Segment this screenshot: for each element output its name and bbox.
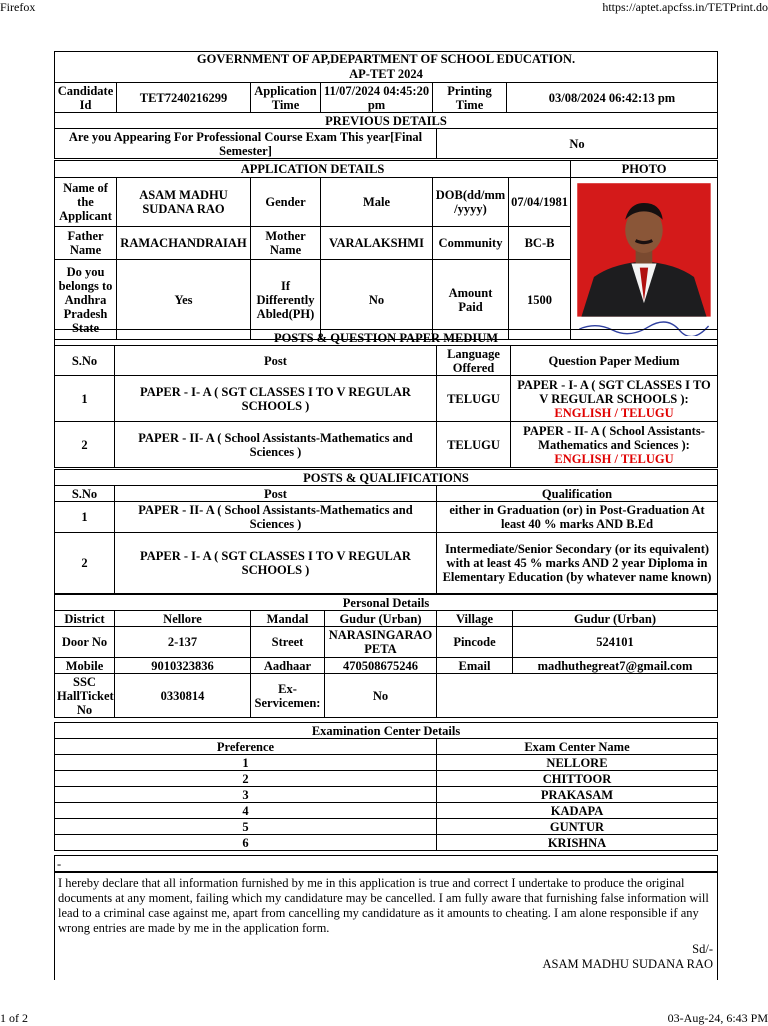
row-preference: 3 (55, 787, 437, 803)
pincode-label: Pincode (437, 627, 513, 658)
email-label: Email (437, 658, 513, 674)
row-medium (511, 376, 718, 422)
col-post: Post (115, 486, 437, 502)
table-row (55, 819, 718, 835)
row-center: GUNTUR (437, 819, 718, 835)
row-post: PAPER - I- A ( SGT CLASSES I TO V REGULAR SCHOOLS ) (115, 533, 437, 594)
personal-details-heading: Personal Details (55, 595, 718, 611)
printing-time: 03/08/2024 06:42:13 pm (507, 83, 718, 113)
row-center: NELLORE (437, 755, 718, 771)
page-number: 1 of 2 (0, 1011, 28, 1025)
ex-servicemen-label: Ex-Servicemen: (251, 674, 325, 718)
street: NARASINGARAO PETA (325, 627, 437, 658)
header-table (54, 51, 718, 113)
signature-block (55, 942, 713, 972)
door-no-label: Door No (55, 627, 115, 658)
previous-details-heading: PREVIOUS DETAILS (55, 113, 718, 129)
col-medium: Question Paper Medium (511, 346, 718, 376)
community: BC-B (509, 227, 571, 260)
medium-post: PAPER - I- A ( SGT CLASSES I TO V REGULAR SCHOOLS ): (517, 377, 711, 406)
row-language: TELUGU (437, 422, 511, 468)
medium-language: ENGLISH / TELUGU (554, 405, 674, 420)
photo-cell (571, 178, 718, 340)
row-preference: 6 (55, 835, 437, 851)
mandal-label: Mandal (251, 611, 325, 627)
separator: - (55, 856, 718, 872)
mother-name: VARALAKSHMI (321, 227, 433, 260)
differently-abled-label: If Differently Abled(PH) (251, 260, 321, 340)
application-time-label: Application Time (251, 83, 321, 113)
row-center: PRAKASAM (437, 787, 718, 803)
row-post: PAPER - II- A ( School Assistants-Mathematics and Sciences ) (115, 422, 437, 468)
separator-table (54, 855, 718, 872)
row-preference: 5 (55, 819, 437, 835)
table-row (55, 755, 718, 771)
page-title (55, 52, 718, 83)
applicant-name: ASAM MADHU SUDANA RAO (117, 178, 251, 227)
exam-center-heading: Examination Center Details (55, 723, 718, 739)
empty-cell (437, 674, 718, 718)
district: Nellore (115, 611, 251, 627)
mobile: 9010323836 (115, 658, 251, 674)
application-time: 11/07/2024 04:45:20 pm (321, 83, 433, 113)
candidate-id-label: Candidate Id (55, 83, 117, 113)
application-details-heading: APPLICATION DETAILS (55, 161, 571, 178)
sd-label: Sd/- (692, 942, 713, 956)
applicant-photo (571, 178, 717, 336)
col-post: Post (115, 346, 437, 376)
row-medium (511, 422, 718, 468)
table-row (55, 422, 718, 468)
table-row (55, 533, 718, 594)
col-exam-center: Exam Center Name (437, 739, 718, 755)
table-row (55, 803, 718, 819)
mandal: Gudur (Urban) (325, 611, 437, 627)
street-label: Street (251, 627, 325, 658)
pincode: 524101 (513, 627, 718, 658)
community-label: Community (433, 227, 509, 260)
row-preference: 2 (55, 771, 437, 787)
table-row (55, 771, 718, 787)
title-line-2: AP-TET 2024 (349, 67, 423, 81)
col-sno: S.No (55, 346, 115, 376)
row-center: KRISHNA (437, 835, 718, 851)
door-no: 2-137 (115, 627, 251, 658)
row-preference: 1 (55, 755, 437, 771)
table-row (55, 502, 718, 533)
father-name-label: Father Name (55, 227, 117, 260)
row-sno: 1 (55, 502, 115, 533)
row-preference: 4 (55, 803, 437, 819)
col-language: Language Offered (437, 346, 511, 376)
print-datetime: 03-Aug-24, 6:43 PM (667, 1011, 768, 1025)
gender-label: Gender (251, 178, 321, 227)
aadhaar-label: Aadhaar (251, 658, 325, 674)
declaration (54, 872, 718, 980)
email: madhuthegreat7@gmail.com (513, 658, 718, 674)
previous-details-table (54, 112, 718, 159)
col-qualification: Qualification (437, 486, 718, 502)
col-sno: S.No (55, 486, 115, 502)
exam-center-table (54, 722, 718, 851)
professional-course-answer: No (437, 129, 718, 159)
professional-course-question: Are you Appearing For Professional Course Exam This year[Final Semester] (55, 129, 437, 159)
gender: Male (321, 178, 433, 227)
browser-title: Firefox (0, 0, 36, 14)
ex-servicemen: No (325, 674, 437, 718)
row-qualification: either in Graduation (or) in Post-Graduation At least 40 % marks AND B.Ed (437, 502, 718, 533)
page-url: https://aptet.apcfss.in/TETPrint.do (602, 0, 768, 14)
row-post: PAPER - I- A ( SGT CLASSES I TO V REGULAR SCHOOLS ) (115, 376, 437, 422)
dob: 07/04/1981 (509, 178, 571, 227)
mobile-label: Mobile (55, 658, 115, 674)
differently-abled-value: No (321, 260, 433, 340)
row-center: KADAPA (437, 803, 718, 819)
declarant-name: ASAM MADHU SUDANA RAO (542, 957, 713, 971)
applicant-name-label: Name of the Applicant (55, 178, 117, 227)
candidate-id: TET7240216299 (117, 83, 251, 113)
posts-qualifications-heading: POSTS & QUALIFICATIONS (55, 470, 718, 486)
dob-label: DOB(dd/mm /yyyy) (433, 178, 509, 227)
table-row (55, 787, 718, 803)
andhra-pradesh-label: Do you belongs to Andhra Pradesh State (55, 260, 117, 340)
application-details-table (54, 160, 718, 340)
personal-details-table (54, 594, 718, 718)
medium-language: ENGLISH / TELUGU (554, 451, 674, 466)
printing-time-label: Printing Time (433, 83, 507, 113)
medium-post: PAPER - II- A ( School Assistants-Mathematics and Sciences ): (523, 423, 705, 452)
father-name: RAMACHANDRAIAH (117, 227, 251, 260)
ssc-hallticket: 0330814 (115, 674, 251, 718)
declaration-text: I hereby declare that all information furnished by me in this application is true and correct I undertake to produce the original documents at any moment, failing which my candidature may be cancelled. I am fully aware that furnishing false information will lead to a criminal case against me, apart from cancelling my candidature as it amounts to cheating. I am alone responsible if any wrong entries are made by me in the application form. (58, 876, 709, 935)
title-line-1: GOVERNMENT OF AP,DEPARTMENT OF SCHOOL EDUCATION. (196, 52, 576, 66)
row-sno: 2 (55, 533, 115, 594)
row-post: PAPER - II- A ( School Assistants-Mathematics and Sciences ) (115, 502, 437, 533)
posts-medium-heading: POSTS & QUESTION PAPER MEDIUM (55, 330, 718, 346)
mother-name-label: Mother Name (251, 227, 321, 260)
ssc-hallticket-label: SSC HallTicket No (55, 674, 115, 718)
col-preference: Preference (55, 739, 437, 755)
andhra-pradesh-value: Yes (117, 260, 251, 340)
row-language: TELUGU (437, 376, 511, 422)
amount-paid-label: Amount Paid (433, 260, 509, 340)
row-sno: 2 (55, 422, 115, 468)
row-qualification: Intermediate/Senior Secondary (or its equivalent) with at least 45 % marks AND 2 year Diploma in Elementary Education (by whatever name known) (437, 533, 718, 594)
row-sno: 1 (55, 376, 115, 422)
amount-paid: 1500 (509, 260, 571, 340)
aadhaar: 470508675246 (325, 658, 437, 674)
village: Gudur (Urban) (513, 611, 718, 627)
photo-heading: PHOTO (571, 161, 718, 178)
district-label: District (55, 611, 115, 627)
row-center: CHITTOOR (437, 771, 718, 787)
posts-medium-table (54, 329, 718, 468)
posts-qualifications-table (54, 469, 718, 594)
table-row (55, 376, 718, 422)
village-label: Village (437, 611, 513, 627)
table-row (55, 835, 718, 851)
